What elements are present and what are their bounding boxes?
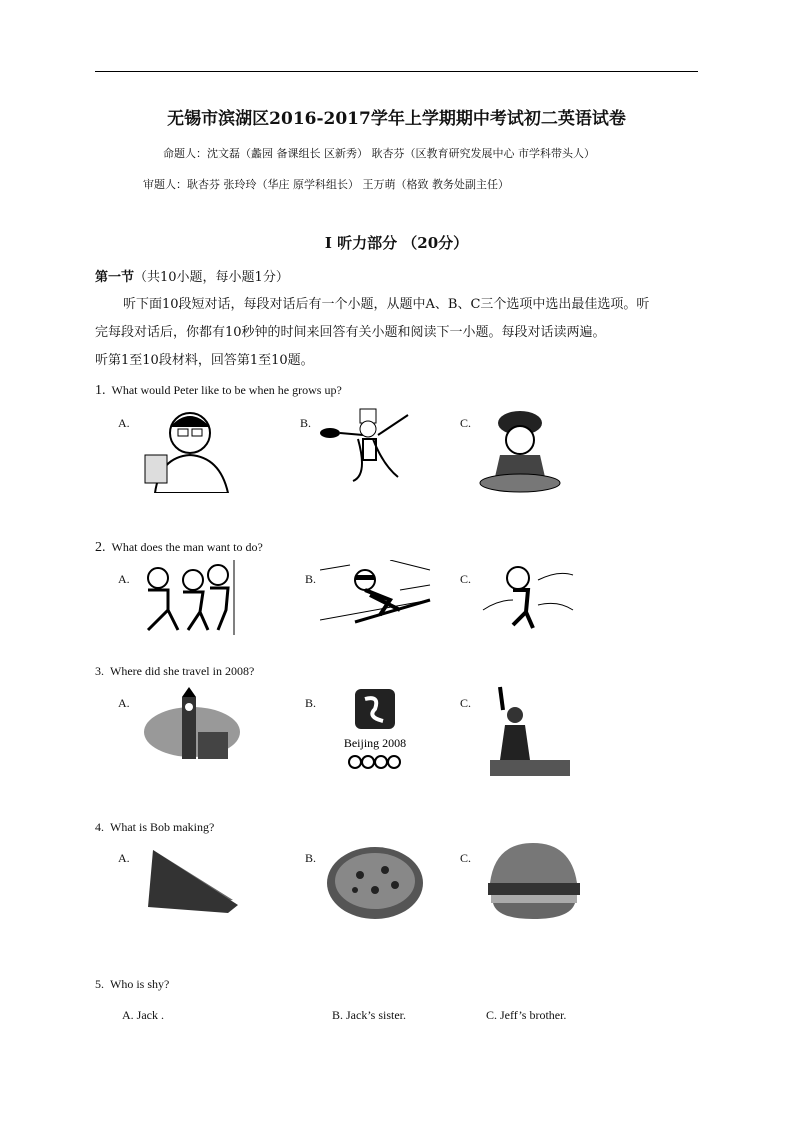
part-note: （共10小题，每小题1分） [134,270,289,285]
doctor-image [140,405,240,493]
setters-line: 命题人：沈文磊（蠡园 备课组长 区新秀） 耿杏芬（区教育研究发展中心 市学科带头人） [163,147,595,160]
big-ben-image [142,687,244,767]
part-label: 第一节 [95,270,135,285]
option-a: A. [118,851,130,865]
option-b: B. [305,696,317,710]
question-2 [95,540,263,556]
instruction-line: 听第1至10段材料，回答第1至10题。 [95,353,314,368]
option-a: A. Jack . [122,1008,164,1022]
question-3 [95,664,254,679]
question-text: What is Bob making? [110,820,215,834]
question-1 [95,383,342,399]
option-a: A. [118,572,130,586]
option-c: C. [460,851,472,865]
chef-image [318,405,418,485]
question-4 [95,820,214,835]
option-a: A. [118,696,130,710]
question-number: 2. [95,540,106,555]
question-number: 5. [95,977,104,991]
question-number: 3. [95,664,104,678]
option-c: C. Jeff’s brother. [486,1008,567,1022]
pizza-image [325,845,425,923]
instruction-line: 听下面10段短对话，每段对话后有一个小题，从题中A、B、C三个选项中选出最佳选项。听 [123,297,650,312]
section-heading: I 听力部分 （20分） [324,234,469,252]
option-b: B. [305,851,317,865]
instruction-line: 完每段对话后，你都有10秒钟的时间来回答有关小题和阅读下一小题。每段对话读两遍。 [95,325,606,340]
question-5 [95,977,169,992]
option-b: B. [300,416,312,430]
statue-of-liberty-image [485,685,577,777]
header-rule [95,71,698,72]
option-b: B. Jack’s sister. [332,1008,406,1022]
skating-image [478,560,576,635]
option-c: C. [460,696,472,710]
beijing-2008-logo-image [325,687,425,772]
reviewers-line: 审题人：耿杏芬 张玲玲（华庄 原学科组长） 王万萌（格致 教务处副主任） [143,178,509,191]
skiing-image [320,560,432,632]
policeman-image [475,405,565,493]
exam-title: 无锡市滨湖区2016-2017学年上学期期中考试初二英语试卷 [167,109,626,129]
question-text: Who is shy? [110,977,170,991]
question-text: What would Peter like to be when he grows up? [111,383,342,397]
sandwich-image [143,845,241,917]
option-a: A. [118,416,130,430]
question-number: 1. [95,383,106,398]
option-c: C. [460,572,472,586]
question-number: 4. [95,820,104,834]
logo-text: Beijing 2008 [343,736,407,750]
option-b: B. [305,572,317,586]
option-c: C. [460,416,472,430]
running-kids-image [138,560,236,635]
hamburger-image [485,843,581,921]
question-text: What does the man want to do? [111,540,263,554]
question-text: Where did she travel in 2008? [110,664,255,678]
